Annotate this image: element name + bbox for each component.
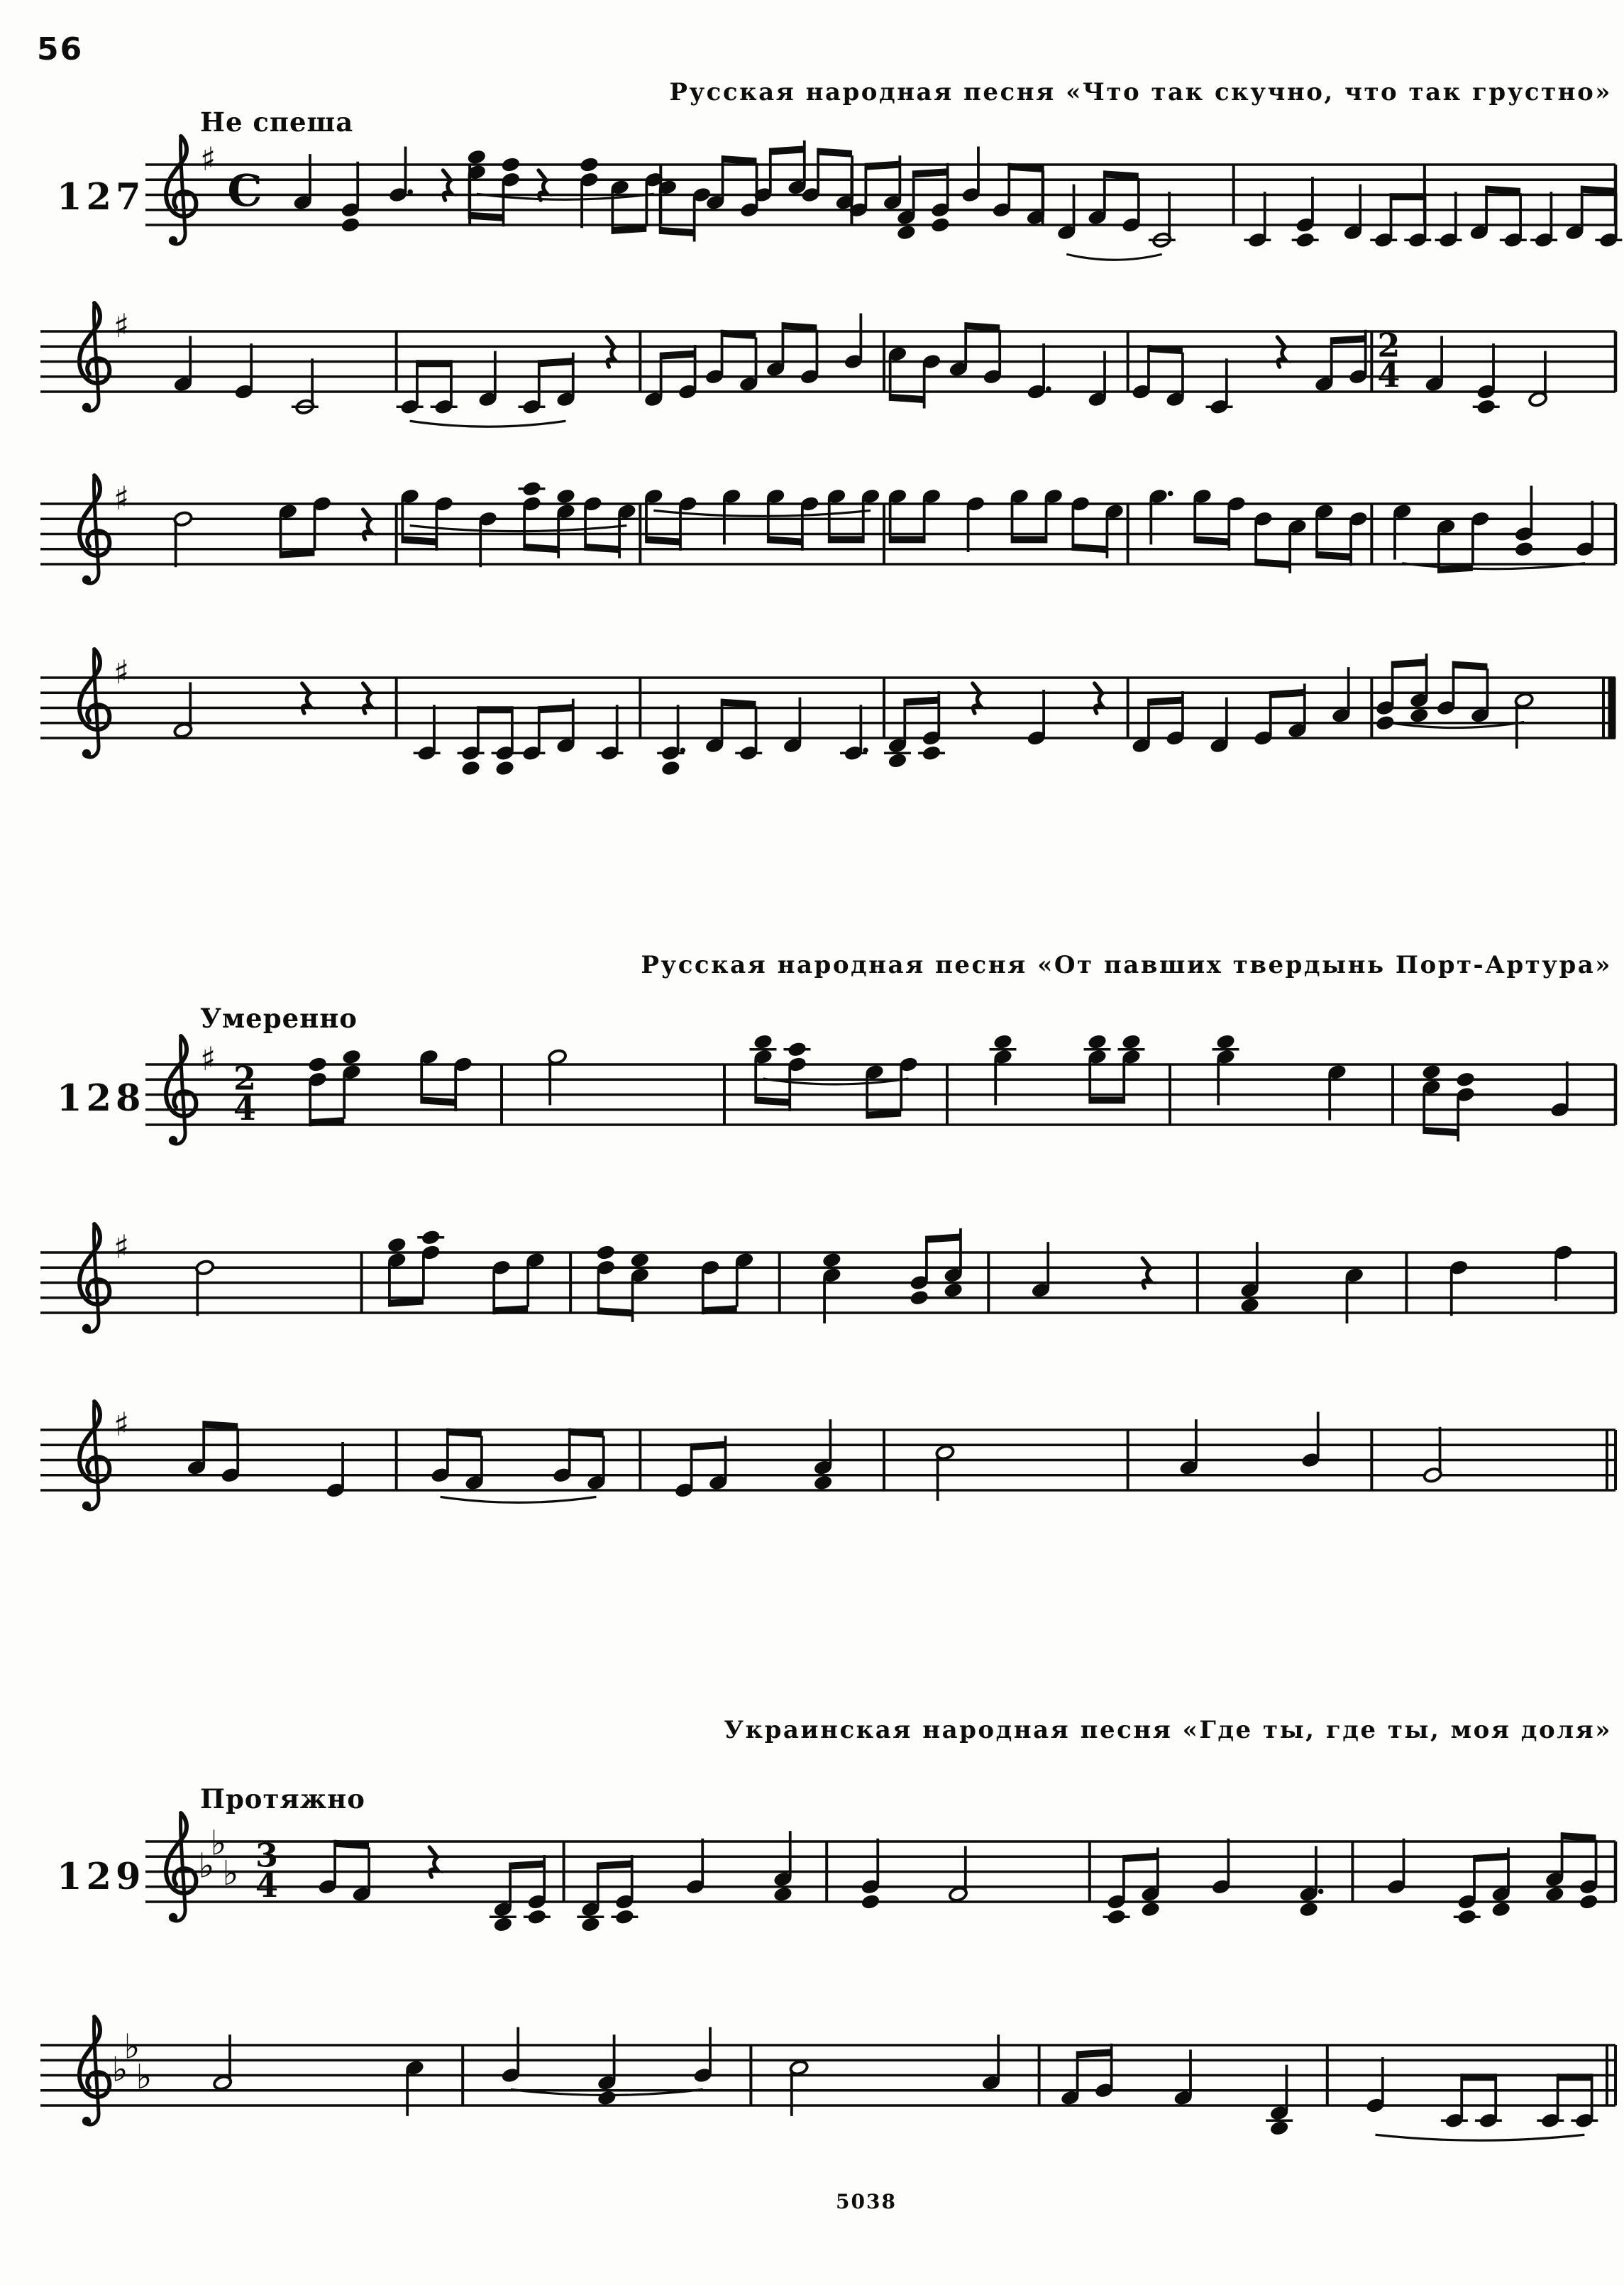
svg-text:♯: ♯ xyxy=(199,1040,216,1078)
svg-text:♭: ♭ xyxy=(210,1823,227,1863)
svg-text:♯: ♯ xyxy=(199,140,216,178)
piece-title: Украинская народная песня «Где ты, где ты, моя доля» xyxy=(724,1716,1612,1744)
treble-clef-icon xyxy=(166,136,196,245)
plate-number: 5038 xyxy=(836,2190,897,2213)
svg-text:C: C xyxy=(227,165,263,216)
svg-text:♯: ♯ xyxy=(113,307,130,345)
tempo-marking: Умеренно xyxy=(200,1003,358,1034)
svg-text:♭: ♭ xyxy=(198,1846,215,1886)
svg-text:♭: ♭ xyxy=(136,2057,153,2098)
treble-clef-icon xyxy=(166,1813,196,1922)
svg-text:♭: ♭ xyxy=(111,2049,128,2090)
svg-text:4: 4 xyxy=(233,1089,257,1128)
tempo-marking: Протяжно xyxy=(200,1783,365,1815)
staff-system xyxy=(0,594,1624,835)
piece-number: 127 xyxy=(57,176,145,219)
svg-text:4: 4 xyxy=(255,1866,279,1905)
staff-system xyxy=(0,1961,1624,2203)
piece-number: 129 xyxy=(57,1856,145,1898)
piece-number: 128 xyxy=(57,1077,145,1120)
svg-text:2: 2 xyxy=(1377,326,1401,365)
staff-system xyxy=(0,1346,1624,1587)
page-number: 56 xyxy=(37,31,84,67)
treble-clef-icon xyxy=(79,2017,109,2125)
piece-title: Русская народная песня «От павших твердынь Порт-Артура» xyxy=(641,951,1612,979)
svg-text:♯: ♯ xyxy=(113,479,130,517)
treble-clef-icon xyxy=(79,1402,109,1510)
svg-text:♯: ♯ xyxy=(113,653,130,691)
svg-text:4: 4 xyxy=(1377,356,1401,395)
tempo-marking: Не спеша xyxy=(200,106,354,138)
treble-clef-icon xyxy=(79,1224,109,1333)
svg-text:3: 3 xyxy=(255,1836,279,1875)
svg-text:♯: ♯ xyxy=(113,1228,130,1266)
svg-text:♯: ♯ xyxy=(113,1405,130,1443)
treble-clef-icon xyxy=(166,1036,196,1145)
treble-clef-icon xyxy=(79,649,109,758)
svg-text:♭: ♭ xyxy=(222,1854,239,1894)
svg-text:2: 2 xyxy=(233,1059,257,1098)
piece-title: Русская народная песня «Что так скучно, что так грустно» xyxy=(669,78,1612,106)
treble-clef-icon xyxy=(79,303,109,412)
treble-clef-icon xyxy=(79,475,109,584)
svg-text:♭: ♭ xyxy=(123,2027,140,2067)
